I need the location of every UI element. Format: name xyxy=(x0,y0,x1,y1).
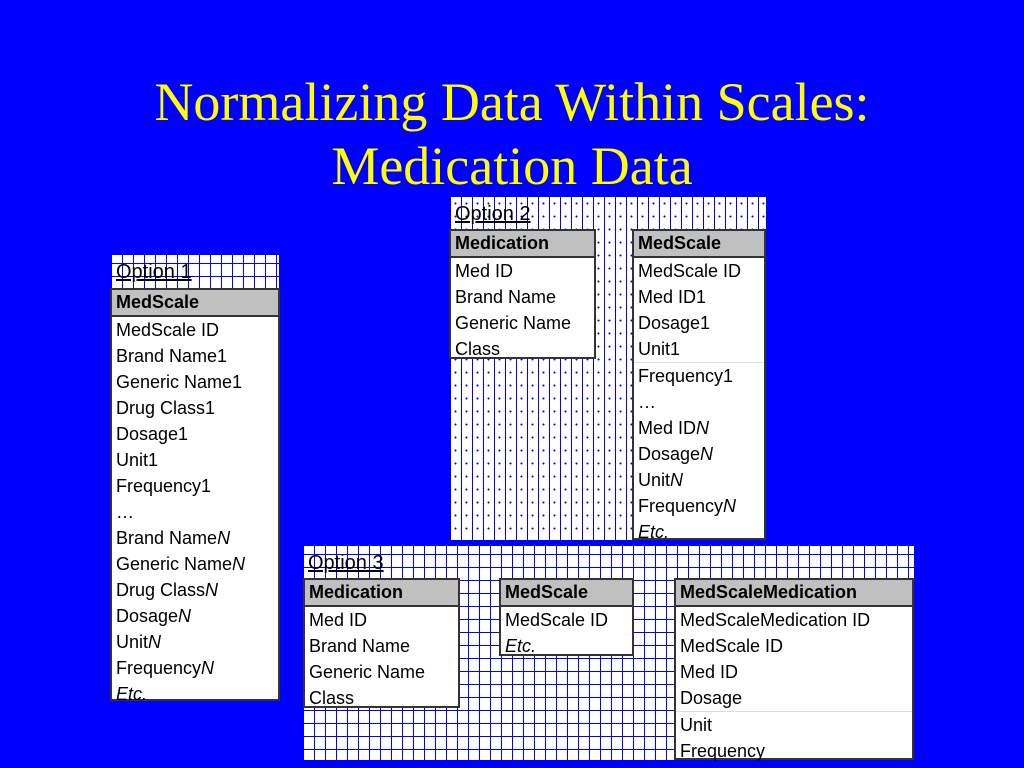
table-row: Med ID xyxy=(309,610,368,630)
table-row: Generic Name xyxy=(309,662,426,682)
option2-label: Option 2 xyxy=(455,203,531,225)
table-row: Drug ClassN xyxy=(116,580,219,600)
table-row: Med ID1 xyxy=(638,287,707,307)
table-row: Etc. xyxy=(116,684,148,704)
table-row: … xyxy=(116,502,134,522)
table-row: Unit1 xyxy=(116,450,159,470)
table-row: Frequency xyxy=(680,741,766,761)
option3-medscale-header: MedScale xyxy=(501,580,632,607)
option1-label: Option 1 xyxy=(116,261,192,283)
table-row: DosageN xyxy=(638,444,714,464)
table-row: Drug Class1 xyxy=(116,398,216,418)
table-row: Etc. xyxy=(505,636,537,656)
title-line-1: Normalizing Data Within Scales: xyxy=(154,72,870,132)
slide-title xyxy=(0,70,1024,198)
table-row: Dosage xyxy=(680,688,743,708)
table-row: MedScale ID xyxy=(680,636,784,656)
table-row: MedScaleMedication ID xyxy=(680,610,871,630)
table-row: Unit xyxy=(676,711,912,738)
table-row: … xyxy=(638,392,656,412)
option1-medscale-table xyxy=(110,288,280,704)
table-row: Frequency1 xyxy=(634,362,764,389)
table-row: Brand Name xyxy=(455,287,557,307)
option3-medscalemedication-table xyxy=(674,578,914,760)
table-row: Med IDN xyxy=(638,418,710,438)
table-row: Class xyxy=(309,688,355,708)
table-row: FrequencyN xyxy=(638,496,737,516)
option1-medscale-header: MedScale xyxy=(112,290,278,317)
table-row: Frequency1 xyxy=(116,476,212,496)
table-row: Generic Name xyxy=(455,313,572,333)
option2-medication-header: Medication xyxy=(451,231,594,258)
table-row: MedScale ID xyxy=(116,320,220,340)
table-row: Med ID xyxy=(680,662,739,682)
option3-label: Option 3 xyxy=(308,552,384,574)
table-row: Generic Name1 xyxy=(116,372,243,392)
option3-medication-header: Medication xyxy=(305,580,458,607)
option3-medscale-table xyxy=(499,578,634,656)
table-row: Brand Name1 xyxy=(116,346,228,366)
table-row: Med ID xyxy=(455,261,514,281)
option3-medscalemedication-header: MedScaleMedication xyxy=(676,580,912,607)
table-row: Dosage1 xyxy=(638,313,711,333)
table-row: FrequencyN xyxy=(116,658,215,678)
table-row: Dosage1 xyxy=(116,424,189,444)
table-row: MedScale ID xyxy=(505,610,609,630)
table-row: UnitN xyxy=(638,470,684,490)
table-row: Class xyxy=(455,339,501,359)
option2-medication-table xyxy=(449,229,596,359)
table-row: DosageN xyxy=(116,606,192,626)
option2-medscale-table xyxy=(632,229,766,540)
table-row: Brand NameN xyxy=(116,528,231,548)
table-row: Etc. xyxy=(638,522,670,542)
title-line-2: Medication Data xyxy=(331,136,693,196)
table-row: Unit1 xyxy=(638,339,681,359)
table-row: MedScale ID xyxy=(638,261,742,281)
option2-medscale-header: MedScale xyxy=(634,231,764,258)
table-row: Generic NameN xyxy=(116,554,246,574)
table-row: UnitN xyxy=(116,632,162,652)
table-row: Brand Name xyxy=(309,636,411,656)
option3-medication-table xyxy=(303,578,460,708)
